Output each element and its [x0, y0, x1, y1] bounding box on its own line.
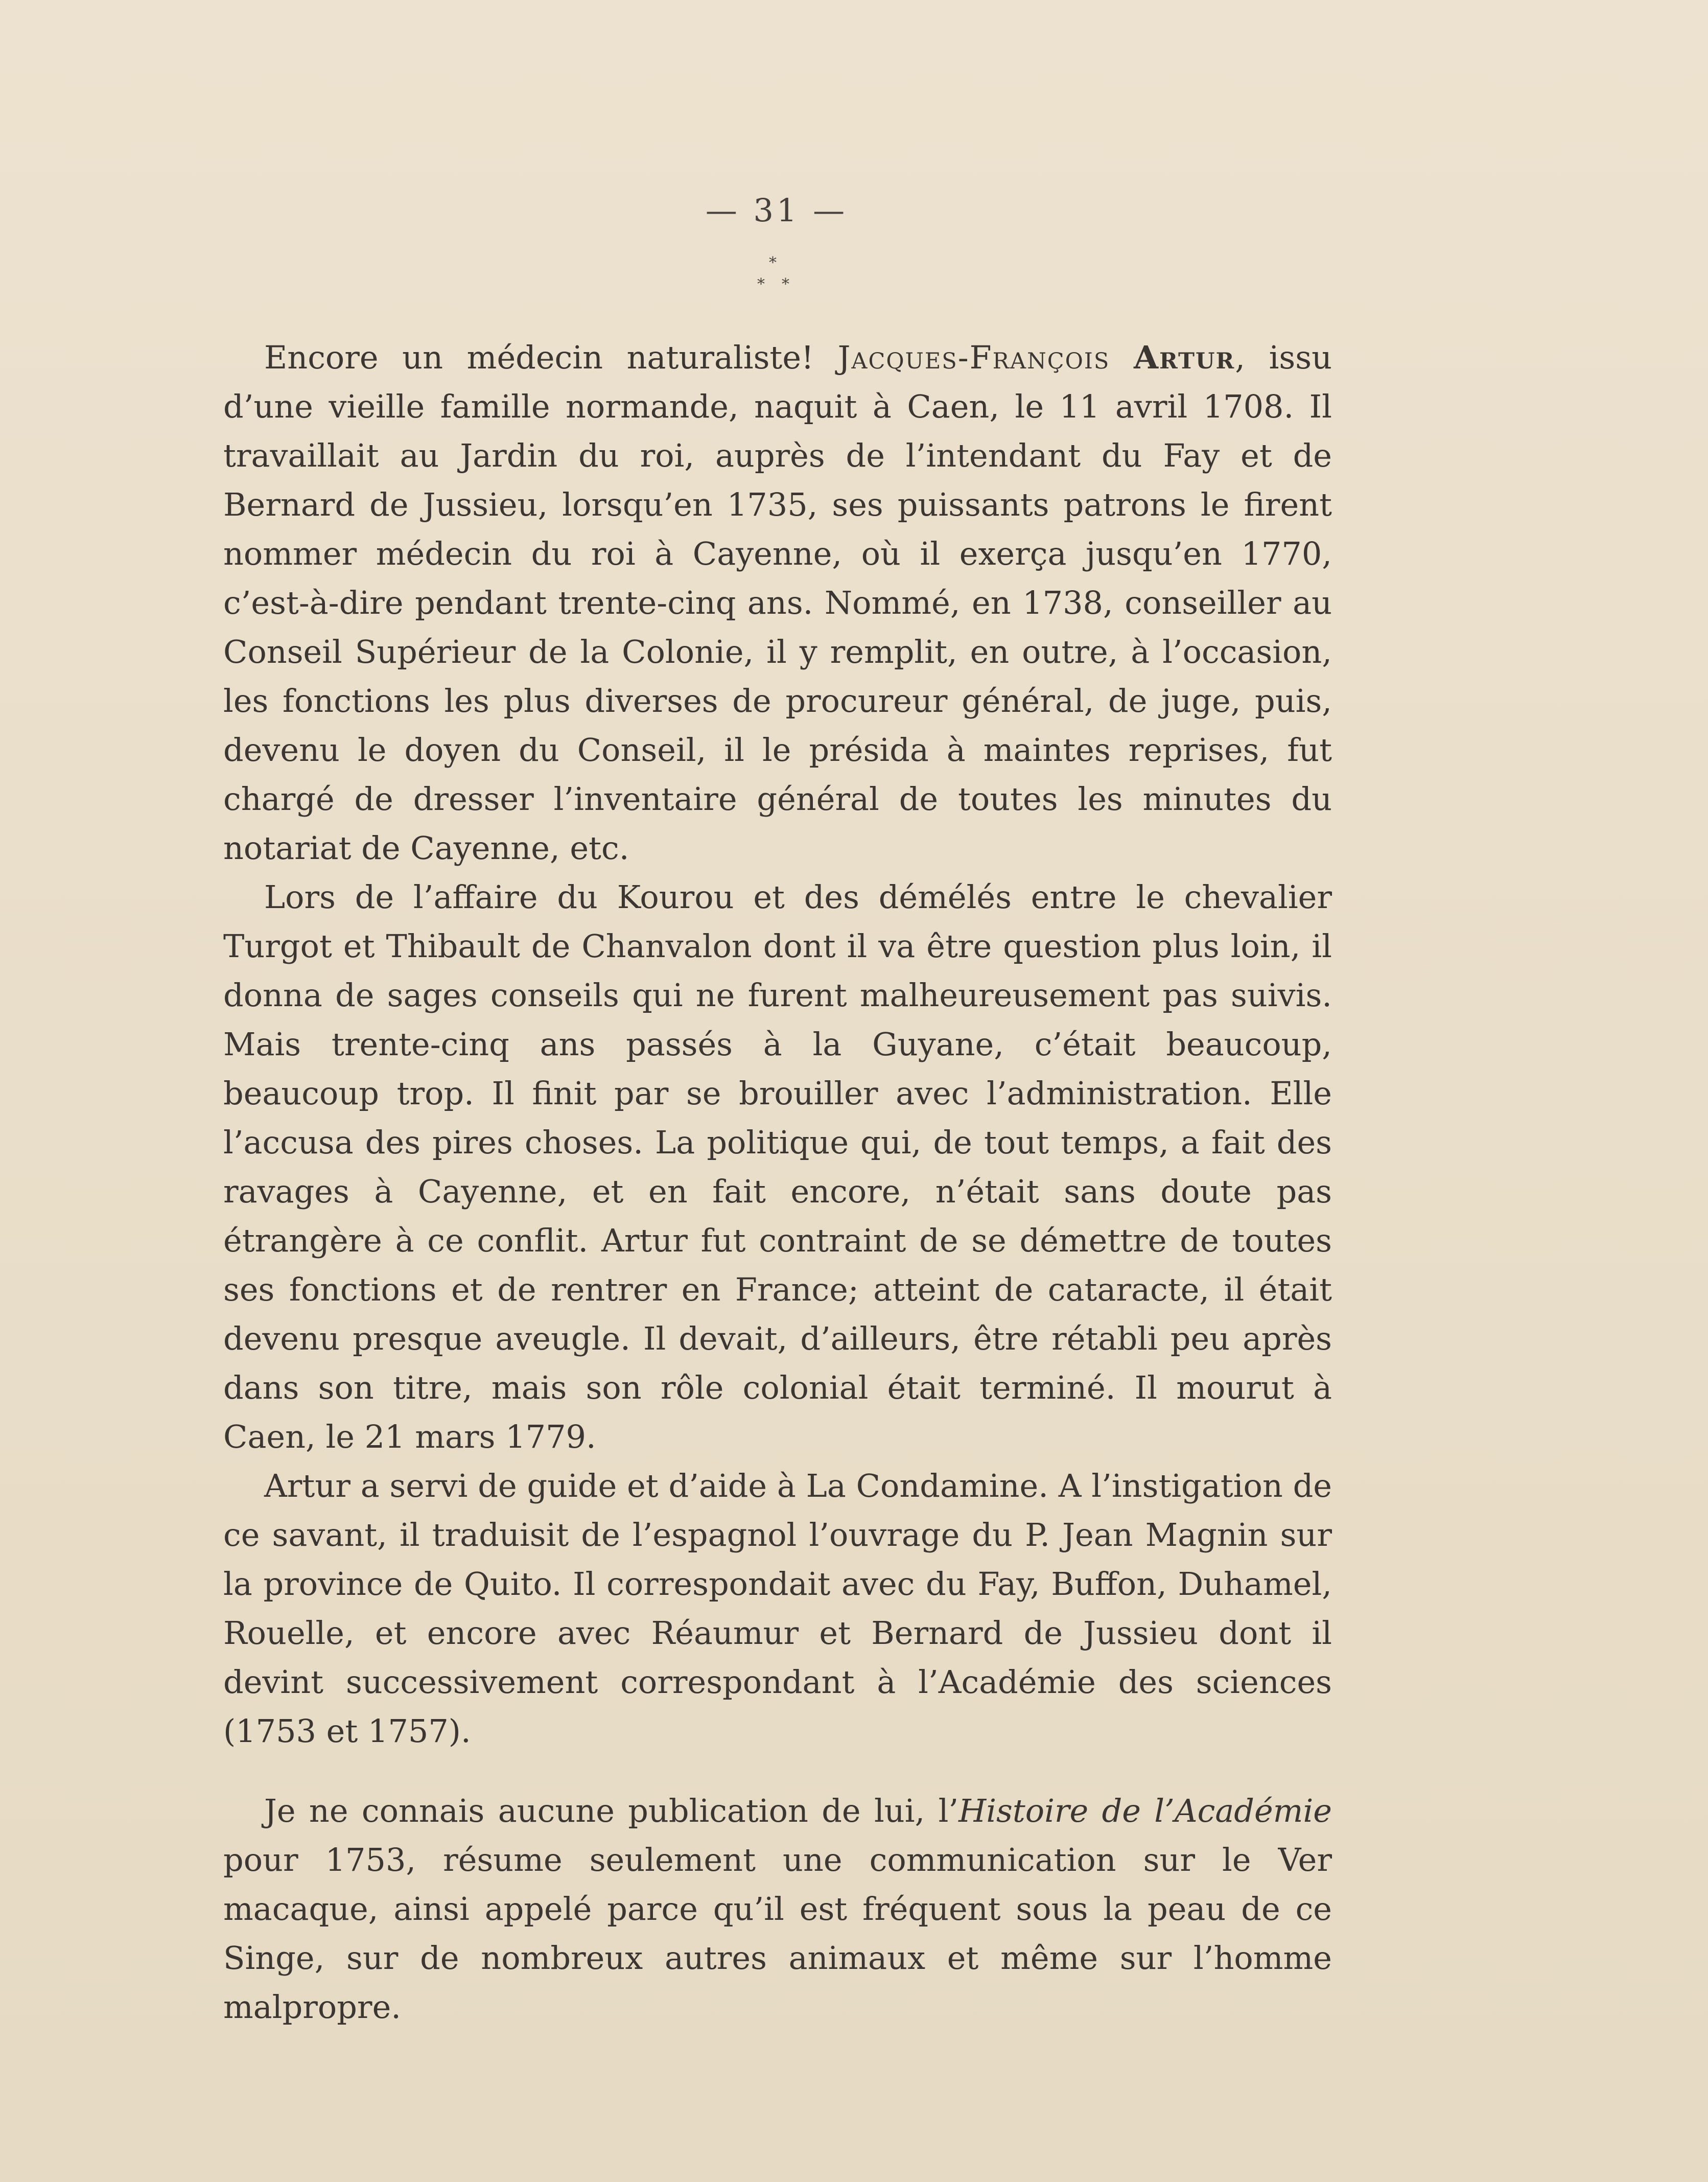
person-last-name: Artur: [1133, 339, 1235, 376]
paragraph-4: [223, 1786, 1332, 2032]
paragraph-3: Artur a servi de guide et d’aide à La Condamine. A l’instigation de ce savant, il traduisit de l’espagnol l’ouvrage du P. Jean Magnin sur la province de Quito. Il correspondait avec du Fay, Buffon, Duhamel, Rouelle, et encore avec Réaumur et Bernard de Jussieu dont il devint successivement correspondant à l’Académie des sciences (1753 et 1757).: [223, 1467, 1332, 1750]
body-text: [223, 333, 1332, 2032]
ornament-star-right: *: [782, 275, 789, 293]
asterism-ornament: [736, 256, 817, 312]
paragraph-1: [223, 333, 1332, 873]
ornament-star-top: *: [769, 254, 777, 272]
paragraph-1-intro: Encore un médecin naturaliste!: [264, 339, 838, 376]
ornament-star-left: *: [757, 275, 765, 293]
paragraph-2: Lors de l’affaire du Kourou et des démélés entre le chevalier Turgot et Thibault de Chanvalon dont il va être question plus loin, il donna de sages conseils qui ne furent malheureusement pas suivis. Mais trente-cinq ans passés à la Guyane, c’était beaucoup, beaucoup trop. Il finit par se brouiller avec l’administration. Elle l’accusa des pires choses. La politique qui, de tout temps, a fait des ravages à Cayenne, et en fait encore, n’était sans doute pas étrangère à ce conflit. Artur fut contraint de se démettre de toutes ses fonctions et de rentrer en France; atteint de cataracte, il était devenu presque aveugle. Il devait, d’ailleurs, être rétabli peu après dans son titre, mais son rôle colonial était terminé. Il mourut à Caen, le 21 mars 1779.: [223, 878, 1332, 1455]
paragraph-1-rest: , issu d’une vieille famille normande, naquit à Caen, le 11 avril 1708. Il travaillait au Jardin du roi, auprès de l’intendant du Fay et de Bernard de Jussieu, lorsqu’en 1735, ses puissants patrons le firent nommer médecin du roi à Cayenne, où il exerça jusqu’en 1770, c’est-à-dire pendant trente-cinq ans. Nommé, en 1738, conseiller au Conseil Supérieur de la Colonie, il y remplit, en outre, à l’occasion, les fonctions les plus diverses de procureur général, de juge, puis, devenu le doyen du Conseil, il le présida à maintes reprises, fut chargé de dresser l’inventaire général de toutes les minutes du notariat de Cayenne, etc.: [223, 339, 1332, 867]
book-title: Histoire de l’Académie: [958, 1792, 1332, 1829]
person-first-name: Jacques-François: [837, 339, 1110, 376]
paragraph-4-after: pour 1753, résume seulement une communication sur le Ver macaque, ainsi appelé parce qu’il est fréquent sous la peau de ce Singe, sur de nombreux autres animaux et même sur l’homme malpropre.: [223, 1841, 1332, 2026]
paragraph-4-before: Je ne connais aucune publication de lui, l’: [264, 1792, 959, 1829]
page-number: — 31 —: [705, 192, 848, 229]
name-separator: [1110, 339, 1134, 376]
